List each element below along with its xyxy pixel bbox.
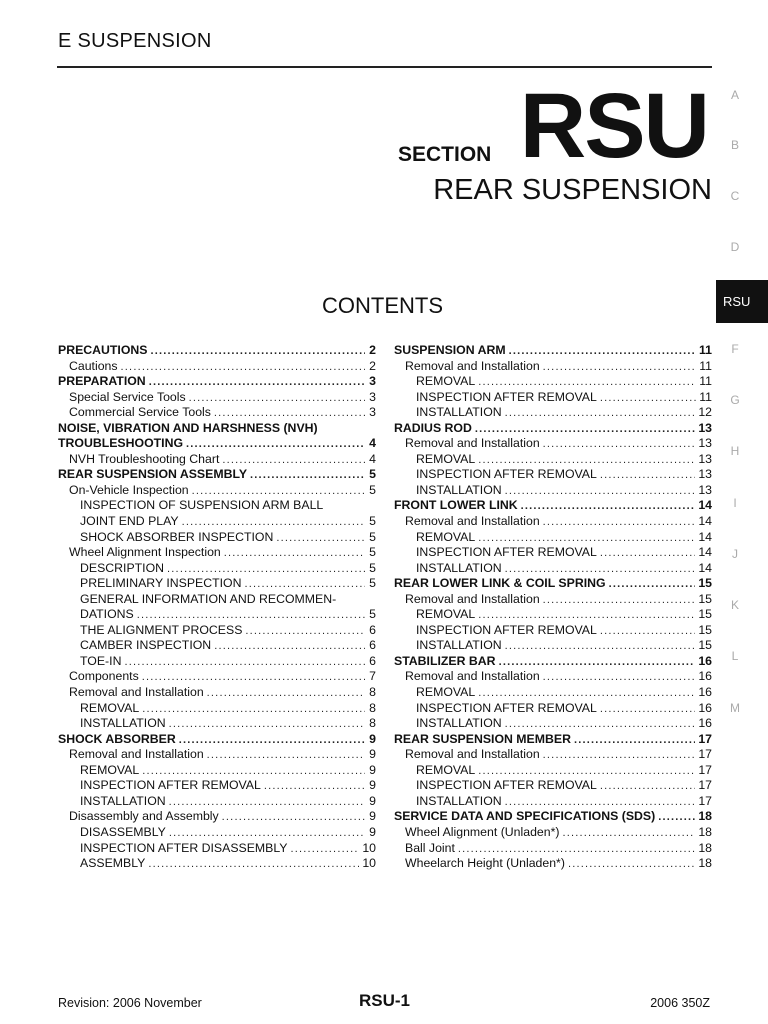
toc-entry-title: Cautions: [69, 358, 118, 373]
toc-entry[interactable]: [58, 467, 376, 483]
toc-entry[interactable]: [394, 685, 712, 701]
toc-entry-title: SUSPENSION ARM: [394, 343, 506, 357]
toc-leader-dots: [245, 577, 366, 593]
toc-page-number: 3: [369, 389, 376, 404]
toc-leader-dots: [505, 562, 696, 578]
section-tab-k[interactable]: K: [730, 598, 739, 612]
toc-leader-dots: [169, 826, 365, 842]
toc-page-number: 11: [699, 389, 712, 404]
toc-page-number: 17: [698, 778, 712, 793]
toc-page-number: 14: [698, 545, 712, 560]
toc-page-number: 7: [369, 669, 376, 684]
toc-leader-dots: [291, 842, 360, 858]
toc-entry[interactable]: [58, 654, 376, 670]
toc-entry-title: INSPECTION AFTER REMOVAL: [416, 545, 597, 560]
section-label: SECTION: [398, 143, 492, 166]
toc-entry-title: Wheel Alignment (Unladen*): [405, 824, 560, 839]
toc-entry-title: INSPECTION AFTER DISASSEMBLY: [80, 840, 288, 855]
contents-heading: CONTENTS: [322, 293, 443, 318]
toc-entry-title: INSTALLATION: [416, 482, 502, 497]
toc-entry[interactable]: [58, 607, 376, 623]
toc-leader-dots: [505, 795, 696, 811]
toc-leader-dots: [505, 484, 696, 500]
toc-page-number: 4: [369, 451, 376, 466]
toc-entry[interactable]: [58, 374, 376, 390]
toc-entry-title: INSTALLATION: [416, 638, 502, 653]
toc-entry: [58, 421, 376, 437]
toc-leader-dots: [543, 670, 696, 686]
toc-page-number: 11: [699, 343, 712, 357]
toc-entry[interactable]: [394, 856, 712, 872]
toc-leader-dots: [192, 484, 365, 500]
toc-entry-title: REAR SUSPENSION ASSEMBLY: [58, 467, 248, 482]
toc-entry-title: DESCRIPTION: [80, 560, 165, 575]
toc-entry-title: REAR SUSPENSION MEMBER: [394, 731, 571, 746]
toc-entry[interactable]: [394, 623, 712, 639]
section-tab-d[interactable]: D: [730, 240, 740, 254]
toc-leader-dots: [214, 406, 365, 422]
section-tab-g[interactable]: G: [730, 393, 740, 407]
section-code: RSU: [519, 75, 708, 177]
toc-entry-title: Removal and Installation: [405, 436, 540, 451]
toc-entry[interactable]: [58, 545, 376, 561]
toc-leader-dots: [207, 748, 365, 764]
toc-leader-dots: [189, 391, 365, 407]
toc-leader-dots: [121, 360, 365, 376]
toc-entry[interactable]: [58, 483, 376, 499]
toc-leader-dots: [521, 499, 696, 515]
toc-entry[interactable]: [394, 841, 712, 857]
toc-page-number: 13: [698, 420, 712, 435]
toc-leader-dots: [475, 422, 695, 438]
toc-entry[interactable]: [58, 343, 376, 359]
toc-leader-dots: [186, 437, 365, 453]
toc-page-number: 18: [698, 824, 712, 839]
toc-page-number: 16: [698, 700, 712, 715]
toc-page-number: 9: [369, 809, 376, 824]
toc-entry-title: TROUBLESHOOTING: [58, 436, 184, 451]
toc-entry[interactable]: [58, 716, 376, 732]
toc-leader-dots: [124, 655, 365, 671]
toc-entry[interactable]: [394, 436, 712, 452]
toc-page-number: 8: [369, 700, 376, 715]
toc-leader-dots: [142, 702, 365, 718]
toc-entry-title: GENERAL INFORMATION AND RECOMMEN-: [80, 591, 337, 606]
toc-entry-title: TOE-IN: [80, 653, 122, 668]
toc-page-number: 9: [369, 762, 376, 777]
toc-leader-dots: [137, 608, 365, 624]
toc-page-number: 16: [698, 716, 712, 731]
toc-page-number: 15: [698, 622, 712, 637]
toc-entry-title: INSTALLATION: [416, 405, 502, 420]
toc-entry[interactable]: [394, 359, 712, 375]
toc-column-right: [394, 343, 712, 872]
toc-page-number: 3: [369, 405, 376, 420]
toc-entry: [58, 498, 376, 514]
section-name: REAR SUSPENSION: [433, 174, 712, 206]
toc-entry-title: Wheelarch Height (Unladen*): [405, 856, 565, 871]
toc-page-number: 17: [698, 731, 712, 746]
toc-leader-dots: [600, 546, 695, 562]
toc-leader-dots: [478, 375, 696, 391]
toc-leader-dots: [250, 468, 365, 484]
toc-page-number: 3: [369, 374, 376, 389]
section-tab-f[interactable]: F: [731, 342, 739, 356]
toc-entry[interactable]: [394, 498, 712, 514]
toc-page-number: 10: [362, 856, 376, 871]
toc-page-number: 13: [698, 451, 712, 466]
toc-entry[interactable]: [58, 576, 376, 592]
toc-entry[interactable]: [394, 467, 712, 483]
toc-entry-title: PRECAUTIONS: [58, 343, 148, 357]
toc-page-number: 8: [369, 716, 376, 731]
section-tab-b[interactable]: B: [730, 138, 739, 152]
toc-entry[interactable]: [58, 685, 376, 701]
toc-leader-dots: [478, 764, 695, 780]
toc-leader-dots: [543, 360, 697, 376]
toc-entry-title: THE ALIGNMENT PROCESS: [80, 622, 243, 637]
toc-page-number: 14: [698, 560, 712, 575]
toc-page-number: 5: [369, 545, 376, 560]
toc-entry[interactable]: [58, 561, 376, 577]
toc-entry-title: Removal and Installation: [405, 358, 540, 373]
toc-entry[interactable]: [58, 809, 376, 825]
toc-leader-dots: [600, 702, 695, 718]
toc-entry-title: JOINT END PLAY: [80, 514, 179, 529]
toc-entry-title: Components: [69, 669, 139, 684]
toc-entry-title: ASSEMBLY: [80, 856, 146, 871]
toc-entry-title: Removal and Installation: [405, 669, 540, 684]
toc-leader-dots: [509, 344, 696, 360]
toc-entry-title: RADIUS ROD: [394, 420, 472, 435]
toc-page-number: 13: [698, 436, 712, 451]
toc-entry[interactable]: [394, 374, 712, 390]
toc-entry-title: Ball Joint: [405, 840, 455, 855]
toc-entry-title: REMOVAL: [416, 451, 476, 466]
toc-page-number: 9: [369, 747, 376, 762]
toc-leader-dots: [543, 748, 696, 764]
section-tab-c[interactable]: C: [730, 189, 740, 203]
toc-leader-dots: [214, 639, 365, 655]
toc-leader-dots: [245, 624, 365, 640]
toc-page-number: 11: [699, 358, 712, 373]
toc-entry-title: REMOVAL: [416, 607, 476, 622]
toc-entry: [58, 592, 376, 608]
toc-leader-dots: [574, 733, 695, 749]
toc-page-number: 15: [698, 591, 712, 606]
toc-page-number: 4: [369, 436, 376, 451]
toc-entry[interactable]: [58, 514, 376, 530]
toc-entry[interactable]: [394, 716, 712, 732]
toc-entry-title: REMOVAL: [416, 374, 476, 389]
toc-page-number: 10: [362, 840, 376, 855]
toc-page-number: 5: [369, 560, 376, 575]
toc-leader-dots: [478, 531, 695, 547]
toc-leader-dots: [207, 686, 365, 702]
toc-entry[interactable]: [394, 607, 712, 623]
toc-leader-dots: [505, 717, 696, 733]
toc-entry[interactable]: [58, 763, 376, 779]
toc-entry[interactable]: [58, 359, 376, 375]
toc-page-number: 9: [369, 778, 376, 793]
toc-entry-title: PREPARATION: [58, 374, 146, 389]
toc-entry[interactable]: [394, 576, 712, 592]
toc-page-number: 15: [698, 607, 712, 622]
toc-entry[interactable]: [58, 794, 376, 810]
toc-entry-title: REAR LOWER LINK & COIL SPRING: [394, 576, 606, 591]
toc-entry-title: REMOVAL: [80, 762, 140, 777]
revision-text: Revision: 2006 November: [58, 996, 202, 1010]
toc-entry[interactable]: [58, 436, 376, 452]
toc-entry[interactable]: [394, 405, 712, 421]
toc-entry-title: INSPECTION OF SUSPENSION ARM BALL: [80, 498, 324, 513]
toc-leader-dots: [151, 344, 365, 360]
toc-entry[interactable]: [394, 530, 712, 546]
toc-entry-title: REMOVAL: [416, 529, 476, 544]
toc-entry[interactable]: [394, 592, 712, 608]
toc-entry-title: FRONT LOWER LINK: [394, 498, 518, 513]
toc-entry-title: REMOVAL: [416, 762, 476, 777]
toc-page-number: 14: [698, 529, 712, 544]
toc-page-number: 5: [369, 467, 376, 482]
toc-leader-dots: [600, 391, 696, 407]
toc-page-number: 14: [698, 498, 712, 513]
toc-page-number: 9: [369, 824, 376, 839]
toc-column-left: [58, 343, 376, 872]
toc-page-number: 15: [698, 638, 712, 653]
toc-leader-dots: [182, 515, 365, 531]
toc-leader-dots: [458, 842, 695, 858]
toc-entry-title: PRELIMINARY INSPECTION: [80, 576, 242, 591]
toc-leader-dots: [169, 795, 365, 811]
toc-entry-title: INSTALLATION: [416, 716, 502, 731]
toc-entry[interactable]: [58, 452, 376, 468]
toc-leader-dots: [609, 577, 696, 593]
toc-leader-dots: [543, 515, 696, 531]
toc-page-number: 14: [698, 514, 712, 529]
toc-entry-title: Removal and Installation: [405, 591, 540, 606]
page-number: RSU-1: [359, 991, 411, 1010]
toc-entry-title: DATIONS: [80, 607, 134, 622]
toc-leader-dots: [478, 686, 695, 702]
toc-entry[interactable]: [394, 654, 712, 670]
toc-page-number: 13: [698, 482, 712, 497]
toc-leader-dots: [478, 608, 695, 624]
toc-entry-title: Commercial Service Tools: [69, 405, 211, 420]
toc-entry-title: INSPECTION AFTER REMOVAL: [416, 389, 597, 404]
toc-entry-title: INSPECTION AFTER REMOVAL: [416, 700, 597, 715]
toc-entry-title: CAMBER INSPECTION: [80, 638, 212, 653]
toc-entry-title: INSTALLATION: [80, 793, 166, 808]
toc-entry-title: DISASSEMBLY: [80, 824, 166, 839]
toc-entry-title: SHOCK ABSORBER: [58, 731, 176, 746]
toc-page-number: 18: [698, 856, 712, 871]
toc-entry[interactable]: [394, 514, 712, 530]
toc-leader-dots: [600, 468, 695, 484]
toc-entry[interactable]: [58, 638, 376, 654]
toc-entry[interactable]: [58, 623, 376, 639]
toc-entry[interactable]: [58, 530, 376, 546]
toc-page-number: 16: [698, 669, 712, 684]
toc-entry-title: SHOCK ABSORBER INSPECTION: [80, 529, 274, 544]
toc-leader-dots: [148, 857, 359, 873]
toc-leader-dots: [179, 733, 365, 749]
toc-entry-title: INSPECTION AFTER REMOVAL: [416, 778, 597, 793]
toc-page-number: 17: [698, 793, 712, 808]
toc-leader-dots: [276, 531, 365, 547]
toc-page-number: 17: [698, 762, 712, 777]
section-tab-h[interactable]: H: [730, 444, 740, 458]
toc-page-number: 11: [699, 374, 712, 389]
toc-entry[interactable]: [394, 732, 712, 748]
toc-entry[interactable]: [394, 701, 712, 717]
toc-leader-dots: [222, 453, 365, 469]
toc-leader-dots: [543, 437, 696, 453]
toc-page-number: 13: [698, 467, 712, 482]
toc-entry-title: Special Service Tools: [69, 389, 186, 404]
section-tab-rsu[interactable]: RSU: [716, 280, 768, 323]
header-divider: [57, 66, 712, 68]
toc-entry-title: REMOVAL: [80, 700, 140, 715]
toc-leader-dots: [562, 826, 695, 842]
section-index-tabs: [716, 80, 768, 760]
toc-entry-title: NVH Troubleshooting Chart: [69, 451, 220, 466]
toc-entry[interactable]: [394, 638, 712, 654]
toc-entry-title: REMOVAL: [416, 685, 476, 700]
toc-entry-title: INSPECTION AFTER REMOVAL: [416, 622, 597, 637]
toc-page-number: 16: [698, 653, 712, 668]
toc-entry-title: INSTALLATION: [416, 793, 502, 808]
toc-entry[interactable]: [58, 841, 376, 857]
toc-entry[interactable]: [394, 483, 712, 499]
toc-entry-title: Removal and Installation: [405, 514, 540, 529]
toc-entry[interactable]: [394, 561, 712, 577]
toc-entry[interactable]: [394, 452, 712, 468]
toc-entry[interactable]: [394, 825, 712, 841]
toc-page-number: 5: [369, 482, 376, 497]
toc-entry[interactable]: [394, 809, 712, 825]
toc-entry[interactable]: [394, 747, 712, 763]
toc-page-number: 9: [369, 731, 376, 746]
toc-page-number: 9: [369, 793, 376, 808]
toc-page-number: 18: [698, 809, 712, 824]
section-tab-m[interactable]: M: [730, 701, 740, 715]
toc-leader-dots: [505, 639, 696, 655]
toc-entry[interactable]: [58, 390, 376, 406]
section-tab-i[interactable]: I: [733, 496, 737, 510]
toc-page-number: 6: [369, 638, 376, 653]
toc-entry-title: STABILIZER BAR: [394, 653, 496, 668]
toc-entry-title: Removal and Installation: [405, 747, 540, 762]
toc-page-number: 6: [369, 622, 376, 637]
toc-entry-title: Wheel Alignment Inspection: [69, 545, 221, 560]
toc-entry-title: INSTALLATION: [416, 560, 502, 575]
toc-page-number: 5: [369, 607, 376, 622]
toc-leader-dots: [142, 670, 365, 686]
toc-page-number: 5: [369, 514, 376, 529]
toc-leader-dots: [600, 779, 695, 795]
toc-entry[interactable]: [394, 669, 712, 685]
toc-entry[interactable]: [394, 421, 712, 437]
toc-entry[interactable]: [58, 856, 376, 872]
model-text: 2006 350Z: [650, 996, 710, 1010]
toc-leader-dots: [149, 375, 365, 391]
toc-page-number: 8: [369, 685, 376, 700]
toc-page-number: 15: [698, 576, 712, 591]
toc-leader-dots: [264, 779, 365, 795]
toc-leader-dots: [478, 453, 695, 469]
toc-entry[interactable]: [394, 545, 712, 561]
toc-entry[interactable]: [394, 778, 712, 794]
toc-page-number: 2: [369, 358, 376, 373]
toc-entry[interactable]: [394, 763, 712, 779]
toc-leader-dots: [224, 546, 365, 562]
toc-entry-title: Removal and Installation: [69, 747, 204, 762]
toc-leader-dots: [222, 810, 365, 826]
toc-leader-dots: [658, 810, 695, 826]
toc-page-number: 2: [369, 343, 376, 357]
section-group-title: E SUSPENSION: [58, 30, 212, 52]
toc-page-number: 6: [369, 653, 376, 668]
toc-entry[interactable]: [394, 390, 712, 406]
toc-page-number: 17: [698, 747, 712, 762]
toc-entry[interactable]: [58, 825, 376, 841]
toc-page-number: 18: [698, 840, 712, 855]
toc-leader-dots: [505, 406, 696, 422]
section-tab-a[interactable]: A: [730, 88, 739, 102]
toc-entry[interactable]: [58, 778, 376, 794]
toc-leader-dots: [167, 562, 365, 578]
toc-entry-title: Disassembly and Assembly: [69, 809, 219, 824]
toc-entry[interactable]: [58, 732, 376, 748]
toc-entry[interactable]: [394, 794, 712, 810]
toc-entry-title: On-Vehicle Inspection: [69, 482, 189, 497]
toc-leader-dots: [499, 655, 696, 671]
toc-leader-dots: [169, 717, 365, 733]
toc-entry[interactable]: [394, 343, 712, 359]
toc-entry-title: INSTALLATION: [80, 716, 166, 731]
toc-page-number: 5: [369, 576, 376, 591]
toc-entry-title: NOISE, VIBRATION AND HARSHNESS (NVH): [58, 420, 318, 435]
section-tab-l[interactable]: L: [731, 649, 739, 663]
toc-leader-dots: [142, 764, 365, 780]
toc-entry[interactable]: [58, 405, 376, 421]
section-tab-j[interactable]: J: [732, 547, 738, 561]
toc-page-number: 16: [698, 685, 712, 700]
toc-entry-title: INSPECTION AFTER REMOVAL: [416, 467, 597, 482]
toc-entry-title: INSPECTION AFTER REMOVAL: [80, 778, 261, 793]
toc-leader-dots: [543, 593, 696, 609]
toc-leader-dots: [600, 624, 695, 640]
toc-page-number: 12: [698, 405, 712, 420]
toc-entry-title: SERVICE DATA AND SPECIFICATIONS (SDS): [394, 809, 656, 824]
toc-entry-title: Removal and Installation: [69, 685, 204, 700]
toc-entry[interactable]: [58, 669, 376, 685]
toc-leader-dots: [568, 857, 695, 873]
toc-entry[interactable]: [58, 747, 376, 763]
toc-entry[interactable]: [58, 701, 376, 717]
toc-page-number: 5: [369, 529, 376, 544]
